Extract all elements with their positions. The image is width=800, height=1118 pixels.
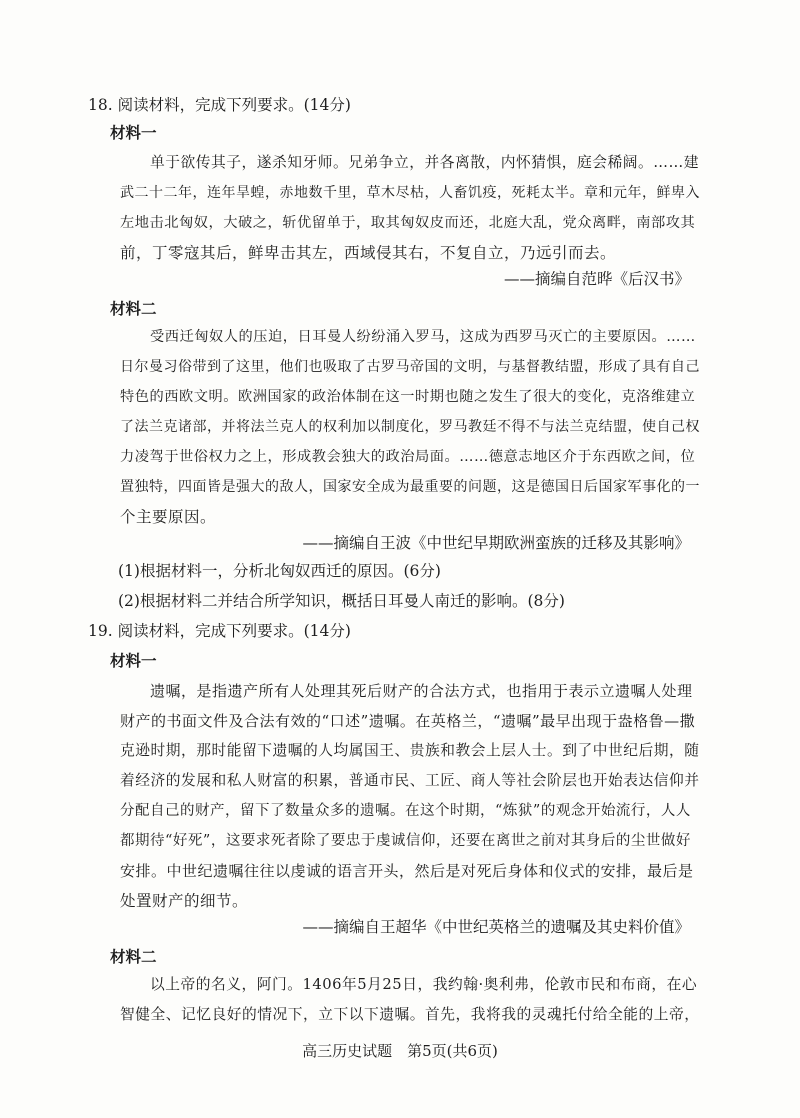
q19-material1-line: 处置财产的细节。 xyxy=(120,892,249,910)
q18-material2-line: 了法兰克诸部，并将法兰克人的权利加以制度化，罗马教廷不得不与法兰克结盟，使自己权 xyxy=(120,419,700,435)
q18-material1-line: 武二十二年，连年旱蝗，赤地数千里，草木尽枯，人畜饥疫，死耗太半。章和元年，鲜卑入 xyxy=(120,185,700,201)
q19-material1-line: 着经济的发展和私人财富的积累，普通市民、工匠、商人等社会阶层也开始表达信仰并 xyxy=(120,772,700,789)
q19-material1-line: 遗嘱，是指遗产所有人处理其死后财产的合法方式，也指用于表示立遗嘱人处理 xyxy=(150,682,693,700)
q19-material1-line: 安排。中世纪遗嘱往往以虔诚的语言开头，然后是对死后身体和仪式的安排，最后是 xyxy=(120,862,694,880)
q18-title: 18. 阅读材料，完成下列要求。(14分) xyxy=(88,96,351,114)
q18-material1-line: 左地击北匈奴，大破之，斩优留单于，取其匈奴皮而还，北庭大乱，党众离畔，南部攻其 xyxy=(120,215,696,231)
q19-material2-line: 智健全、记忆良好的情况下，立下以下遗嘱。首先，我将我的灵魂托付给全能的上帝， xyxy=(120,1006,700,1023)
q19-title: 19. 阅读材料，完成下列要求。(14分) xyxy=(88,622,351,640)
q19-material2-label: 材料二 xyxy=(110,948,157,966)
q18-material2-source: ——摘编自王波《中世纪早期欧洲蛮族的迁移及其影响》 xyxy=(302,534,690,552)
q19-material1-label: 材料一 xyxy=(110,652,157,670)
q18-material2-line: 置独特，四面皆是强大的敌人，国家安全成为最重要的问题，这是德国日后国家军事化的一 xyxy=(120,479,700,495)
page-footer: 高三历史试题 第5页(共6页) xyxy=(302,1042,498,1060)
q19-material1-line: 分配自己的财产，留下了数量众多的遗嘱。在这个时期，“炼狱”的观念开始流行，人人 xyxy=(120,803,691,819)
q18-material2-line: 受西迁匈奴人的压迫，日耳曼人纷纷涌入罗马，这成为西罗马灭亡的主要原因。…… xyxy=(150,329,696,345)
q18-material1-line: 单于欲传其子，遂杀知牙师。兄弟争立，并各离散，内怀猜惧，庭会稀阔。……建 xyxy=(150,154,699,171)
q19-material1-line: 财产的书面文件及合法有效的“口述”遗嘱。在英格兰，“遗嘱”最早出现于盎格鲁—撒 xyxy=(120,712,696,730)
q19-material1-line: 都期待“好死”，这要求死者除了要忠于虔诚信仰，还要在离世之前对其身后的尘世做好 xyxy=(120,833,691,849)
q19-material2-line: 以上帝的名义，阿门。1406年5月25日，我约翰·奥利弗，伦敦市民和布商，在心 xyxy=(150,976,698,993)
q18-material2-line: 个主要原因。 xyxy=(120,508,217,526)
q18-material2-line: 日尔曼习俗带到了这里，他们也吸取了古罗马帝国的文明，与基督教结盟，形成了具有自己 xyxy=(120,359,700,375)
q19-material1-line: 克逊时期，那时能留下遗嘱的人均属国王、贵族和教会上层人士。到了中世纪后期，随 xyxy=(120,742,700,759)
q18-subquestion-2: (2)根据材料二并结合所学知识，概括日耳曼人南迁的影响。(8分) xyxy=(118,592,565,610)
q18-subquestion-1: (1)根据材料一，分析北匈奴西迁的原因。(6分) xyxy=(118,562,441,580)
q19-material1-source: ——摘编自王超华《中世纪英格兰的遗嘱及其史料价值》 xyxy=(302,918,690,936)
q18-material1-source: ——摘编自范晔《后汉书》 xyxy=(503,270,690,288)
q18-material2-label: 材料二 xyxy=(110,300,157,318)
q18-material1-label: 材料一 xyxy=(110,124,157,142)
q18-material1-line: 前，丁零寇其后，鲜卑击其左，西域侵其右，不复自立，乃远引而去。 xyxy=(120,244,617,262)
q18-material2-line: 力凌驾于世俗权力之上，形成教会独大的政治局面。……德意志地区介于东西欧之间，位 xyxy=(120,449,696,465)
q18-material2-line: 特色的西欧文明。欧洲国家的政治体制在这一时期也随之发生了很大的变化，克洛维建立 xyxy=(120,389,696,405)
